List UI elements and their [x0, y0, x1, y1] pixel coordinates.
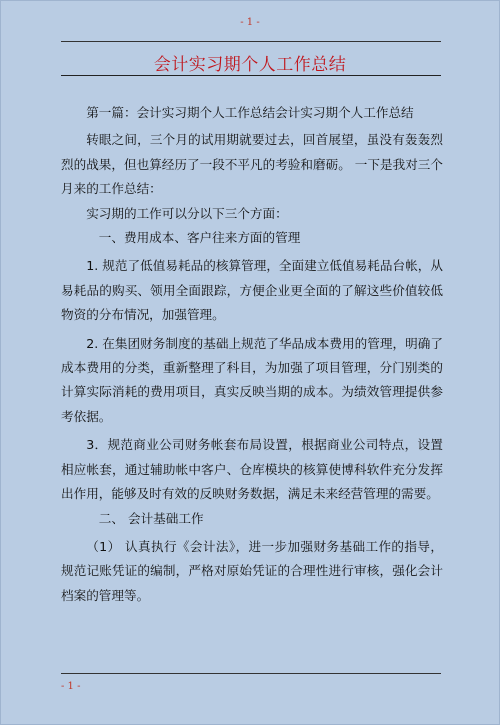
paragraph-intro-heading: 第一篇：会计实习期个人工作总结会计实习期个人工作总结 — [86, 105, 414, 120]
document-title: 会计实习期个人工作总结 — [153, 55, 347, 75]
footer-page-number: - 1 - — [61, 681, 81, 692]
title-underline — [61, 75, 441, 76]
section-heading-1: 一、费用成本、客户往来方面的管理 — [98, 230, 301, 246]
footer-rule — [61, 673, 441, 674]
list-item-4: （1） 认真执行《会计法》，进一步加强财务基础工作的指导，规范记账凭证的编制，严格对原始凭证的合理性进行审核，强化会计档案的管理等。 — [61, 538, 443, 603]
list-item-3: 3．规范商业公司财务帐套布局设置，根据商业公司特点，设置相应帐套，通过辅助帐中客户、仓库模块的核算使博科软件充分发挥出作用，能够及时有效的反映财务数据，满足未来经营管理的需要。 — [61, 437, 443, 502]
list-item-1: 1. 规范了低值易耗品的核算管理，全面建立低值易耗品台帐，从易耗品的购买、领用全面跟踪，方便企业更全面的了解这些价值较低物资的分布情况，加强管理。 — [61, 258, 443, 323]
list-item-2: 2. 在集团财务制度的基础上规范了华品成本费用的管理，明确了成本费用的分类，重新整理了科目，为加强了项目管理，分门别类的计算实际消耗的费用项目，真实反映当期的成本。为绩效管理提供参考依据。 — [61, 335, 443, 424]
paragraph-intro: 转眼之间，三个月的试用期就要过去，回首展望，虽没有轰轰烈烈的战果，但也算经历了一段不平凡的考验和磨砺。 一下是我对三个月来的工作总结： — [61, 132, 443, 197]
section-heading-2: 二、 会计基础工作 — [98, 510, 204, 526]
document-body — [61, 101, 443, 608]
paragraph-aspects: 实习期的工作可以分以下三个方面： — [86, 205, 288, 221]
header-page-number: - 1 - — [240, 17, 260, 28]
header-rule — [61, 41, 441, 42]
